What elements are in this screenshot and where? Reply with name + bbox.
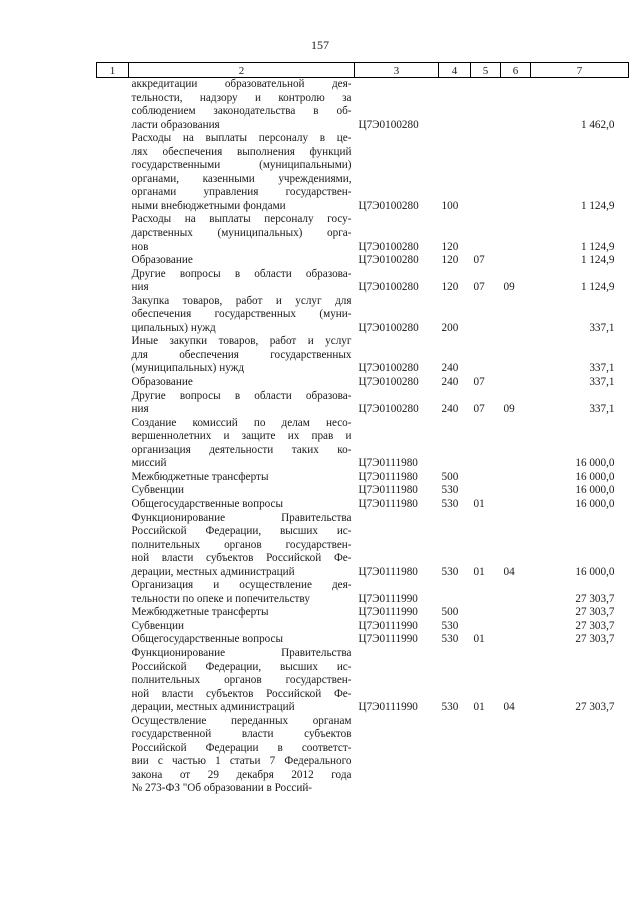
row-name-cell: [129, 78, 355, 133]
target-article-code: Ц7Э0100280: [358, 281, 419, 294]
subsection-code: [501, 254, 531, 268]
expense-type-code: 120: [441, 254, 459, 267]
subsection-code: [501, 213, 531, 254]
section-code: 01: [473, 497, 485, 510]
table-row: [97, 213, 629, 254]
row-name-cell: [129, 620, 355, 634]
table-row: [97, 715, 629, 796]
table-row: [97, 633, 629, 647]
row-index-cell: [97, 417, 129, 471]
row-name-line: Межбюджетные трансферты: [131, 606, 269, 619]
table-header-row: [97, 63, 629, 78]
target-article-code: Ц7Э0111980: [358, 565, 418, 578]
row-name-cell: [129, 417, 355, 471]
subsection-code: [501, 633, 531, 647]
subsection-code: [501, 78, 531, 133]
row-name-line: ной власти субъектов Российской Фе-: [131, 552, 352, 565]
subsection-code: [501, 295, 531, 336]
expense-type-code: 530: [441, 565, 459, 578]
expense-type-code: 120: [441, 240, 459, 253]
target-article-code: Ц7Э0111980: [358, 497, 418, 510]
table-row: [97, 335, 629, 376]
row-name-line: государственными (муниципальными): [131, 159, 352, 172]
row-name-cell: [129, 376, 355, 390]
amount-cell: 337,1: [589, 362, 615, 375]
table-row: [97, 498, 629, 512]
subsection-code: [501, 620, 531, 634]
row-name-line: нов: [131, 240, 149, 253]
table-row: [97, 254, 629, 268]
target-article-code: Ц7Э0111980: [358, 484, 418, 497]
subsection-code: [501, 471, 531, 485]
row-name-line: ния: [131, 281, 149, 294]
amount-cell: 27 303,7: [575, 592, 615, 605]
amount-cell: 27 303,7: [575, 701, 615, 714]
table-row: [97, 295, 629, 336]
row-name-line: ной власти субъектов Российской Фе-: [131, 687, 352, 700]
row-name-line: полнительных органов государствен-: [131, 674, 352, 687]
amount-cell: 16 000,0: [575, 565, 615, 578]
row-name-cell: [129, 335, 355, 376]
amount-cell: [531, 715, 629, 796]
row-name-line: закона от 29 декабря 2012 года: [131, 768, 352, 781]
row-name-line: Субвенции: [131, 484, 184, 497]
row-name-line: Создание комиссий по делам несо-: [131, 416, 352, 429]
table-row: [97, 484, 629, 498]
target-article-code: Ц7Э0100280: [358, 321, 419, 334]
section-code: [471, 213, 501, 254]
amount-cell: 27 303,7: [575, 619, 615, 632]
amount-cell: 337,1: [589, 403, 615, 416]
section-code: 07: [473, 281, 485, 294]
row-name-line: ласти образования: [131, 118, 220, 131]
row-name-line: Общегосударственные вопросы: [131, 497, 284, 510]
row-name-line: Субвенции: [131, 619, 184, 632]
subsection-code: [501, 417, 531, 471]
row-index-cell: [97, 715, 129, 796]
row-name-line: ципальных) нужд: [131, 321, 216, 334]
expense-type-code: 500: [441, 606, 459, 619]
section-code: 07: [473, 403, 485, 416]
amount-cell: 337,1: [589, 321, 615, 334]
row-index-cell: [97, 376, 129, 390]
row-name-line: Образование: [131, 254, 193, 267]
target-article-code: Ц7Э0111990: [358, 592, 418, 605]
row-index-cell: [97, 268, 129, 295]
row-name-cell: [129, 268, 355, 295]
table-row: [97, 376, 629, 390]
row-name-line: обеспечения государственных (муни-: [131, 308, 352, 321]
subsection-code: [501, 132, 531, 213]
row-name-line: Общегосударственные вопросы: [131, 633, 284, 646]
table-row: [97, 512, 629, 580]
expense-type-code: [439, 417, 471, 471]
row-name-line: Закупка товаров, работ и услуг для: [131, 294, 352, 307]
column-header: 7: [531, 63, 629, 78]
section-code: 01: [473, 565, 485, 578]
row-index-cell: [97, 471, 129, 485]
target-article-code: Ц7Э0111980: [358, 470, 418, 483]
target-article-code: Ц7Э0111990: [358, 606, 418, 619]
section-code: [471, 78, 501, 133]
section-code: [471, 335, 501, 376]
subsection-code: [501, 579, 531, 606]
expense-type-code: [439, 579, 471, 606]
row-name-line: дерации, местных администраций: [131, 565, 295, 578]
expense-type-code: 530: [441, 484, 459, 497]
subsection-code: 09: [503, 281, 515, 294]
table-row: [97, 417, 629, 471]
column-header: 1: [97, 63, 129, 78]
row-name-line: органами, казенными учреждениями,: [131, 172, 352, 185]
section-code: [471, 471, 501, 485]
row-name-cell: [129, 390, 355, 417]
row-name-line: организация деятельности таких ко-: [131, 443, 352, 456]
subsection-code: [501, 335, 531, 376]
table-row: [97, 620, 629, 634]
row-name-line: государственной власти субъектов: [131, 728, 352, 741]
row-index-cell: [97, 335, 129, 376]
expense-type-code: 240: [441, 403, 459, 416]
target-article-code: Ц7Э0100280: [358, 254, 419, 267]
expense-type-code: 530: [441, 497, 459, 510]
row-name-line: Иные закупки товаров, работ и услуг: [131, 335, 352, 348]
row-name-line: Российской Федерации, высших ис-: [131, 660, 352, 673]
row-name-line: дерации, местных администраций: [131, 701, 295, 714]
row-name-line: ния: [131, 403, 149, 416]
row-name-cell: [129, 295, 355, 336]
row-index-cell: [97, 78, 129, 133]
section-code: [471, 132, 501, 213]
section-code: [471, 620, 501, 634]
subsection-code: [501, 715, 531, 796]
table-row: [97, 471, 629, 485]
section-code: [471, 715, 501, 796]
target-article-code: Ц7Э0111990: [358, 633, 418, 646]
expense-type-code: 240: [441, 362, 459, 375]
amount-cell: 27 303,7: [575, 606, 615, 619]
target-article-code: Ц7Э0100280: [358, 199, 419, 212]
row-name-line: Другие вопросы в области образова-: [131, 389, 352, 402]
table-row: [97, 390, 629, 417]
row-index-cell: [97, 606, 129, 620]
target-article-code: Ц7Э0111990: [358, 619, 418, 632]
row-name-line: Организация и осуществление дея-: [131, 579, 352, 592]
table-row: [97, 647, 629, 715]
target-article-code: Ц7Э0111980: [358, 457, 418, 470]
row-index-cell: [97, 295, 129, 336]
subsection-code: 04: [503, 701, 515, 714]
section-code: [471, 295, 501, 336]
budget-table: [96, 62, 629, 796]
amount-cell: 16 000,0: [575, 470, 615, 483]
table-row: [97, 78, 629, 133]
amount-cell: 337,1: [589, 376, 615, 389]
row-name-line: ными внебюджетными фондами: [131, 199, 286, 212]
table-row: [97, 606, 629, 620]
section-code: 07: [473, 254, 485, 267]
section-code: [471, 484, 501, 498]
row-name-line: лях обеспечения выполнения функций: [131, 145, 352, 158]
row-index-cell: [97, 254, 129, 268]
column-header: 6: [501, 63, 531, 78]
subsection-code: 04: [503, 565, 515, 578]
row-name-cell: [129, 512, 355, 580]
target-article-code: Ц7Э0100280: [358, 240, 419, 253]
section-code: [471, 417, 501, 471]
target-article-code: [355, 715, 439, 796]
amount-cell: 27 303,7: [575, 633, 615, 646]
table-row: [97, 579, 629, 606]
row-name-line: Межбюджетные трансферты: [131, 470, 269, 483]
row-index-cell: [97, 132, 129, 213]
row-index-cell: [97, 579, 129, 606]
table-row: [97, 132, 629, 213]
expense-type-code: 530: [441, 701, 459, 714]
section-code: [471, 579, 501, 606]
row-name-cell: [129, 579, 355, 606]
amount-cell: 1 462,0: [580, 118, 615, 131]
subsection-code: [501, 498, 531, 512]
amount-cell: 1 124,9: [580, 254, 615, 267]
row-name-cell: [129, 647, 355, 715]
row-name-cell: [129, 471, 355, 485]
column-header: 3: [355, 63, 439, 78]
row-name-line: Образование: [131, 376, 193, 389]
row-name-line: Другие вопросы в области образова-: [131, 267, 352, 280]
subsection-code: [501, 484, 531, 498]
target-article-code: Ц7Э0111990: [358, 701, 418, 714]
amount-cell: 16 000,0: [575, 457, 615, 470]
row-index-cell: [97, 390, 129, 417]
subsection-code: 09: [503, 403, 515, 416]
row-name-cell: [129, 606, 355, 620]
row-name-cell: [129, 484, 355, 498]
row-name-line: органами управления государствен-: [131, 186, 352, 199]
row-name-line: для обеспечения государственных: [131, 348, 352, 361]
expense-type-code: [439, 715, 471, 796]
target-article-code: Ц7Э0100280: [358, 362, 419, 375]
row-name-line: Функционирование Правительства: [131, 646, 352, 659]
expense-type-code: 200: [441, 321, 459, 334]
row-name-line: вии с частью 1 статьи 7 Федерального: [131, 755, 352, 768]
row-name-line: соблюдением законодательства в об-: [131, 105, 352, 118]
amount-cell: 1 124,9: [580, 199, 615, 212]
row-name-line: тельности, надзору и контролю за: [131, 91, 352, 104]
expense-type-code: [439, 78, 471, 133]
target-article-code: Ц7Э0100280: [358, 118, 419, 131]
row-name-line: Российской Федерации, высших ис-: [131, 525, 352, 538]
amount-cell: 16 000,0: [575, 484, 615, 497]
row-name-line: миссий: [131, 457, 167, 470]
row-name-line: Осуществление переданных органам: [131, 714, 352, 727]
row-name-line: тельности по опеке и попечительству: [131, 592, 310, 605]
amount-cell: 16 000,0: [575, 497, 615, 510]
table-body: [97, 78, 629, 796]
table-row: [97, 268, 629, 295]
row-name-cell: [129, 213, 355, 254]
row-name-cell: [129, 132, 355, 213]
row-name-cell: [129, 633, 355, 647]
column-header: 2: [129, 63, 355, 78]
column-header: 5: [471, 63, 501, 78]
row-name-line: дарственных (муниципальных) орга-: [131, 227, 352, 240]
target-article-code: Ц7Э0100280: [358, 376, 419, 389]
subsection-code: [501, 606, 531, 620]
target-article-code: Ц7Э0100280: [358, 403, 419, 416]
section-code: 01: [473, 633, 485, 646]
section-code: 01: [473, 701, 485, 714]
row-index-cell: [97, 484, 129, 498]
expense-type-code: 530: [441, 633, 459, 646]
section-code: 07: [473, 376, 485, 389]
row-name-line: полнительных органов государствен-: [131, 538, 352, 551]
row-name-cell: [129, 498, 355, 512]
subsection-code: [501, 376, 531, 390]
row-name-line: вершеннолетних и защите их прав и: [131, 430, 352, 443]
amount-cell: 1 124,9: [580, 240, 615, 253]
expense-type-code: 240: [441, 376, 459, 389]
row-index-cell: [97, 620, 129, 634]
expense-type-code: 120: [441, 281, 459, 294]
row-name-line: Функционирование Правительства: [131, 511, 352, 524]
expense-type-code: 530: [441, 619, 459, 632]
row-name-line: Расходы на выплаты персоналу в це-: [131, 132, 352, 145]
row-index-cell: [97, 647, 129, 715]
row-index-cell: [97, 213, 129, 254]
row-index-cell: [97, 498, 129, 512]
row-name-line: аккредитации образовательной дея-: [131, 78, 352, 90]
row-name-line: Расходы на выплаты персоналу госу-: [131, 213, 352, 226]
row-name-cell: [129, 715, 355, 796]
expense-type-code: 500: [441, 470, 459, 483]
row-name-cell: [129, 254, 355, 268]
row-index-cell: [97, 512, 129, 580]
column-header: 4: [439, 63, 471, 78]
row-index-cell: [97, 633, 129, 647]
expense-type-code: 100: [441, 199, 459, 212]
section-code: [471, 606, 501, 620]
row-name-line: Российской Федерации в соответст-: [131, 741, 352, 754]
row-name-line: № 273-ФЗ "Об образовании в Россий-: [131, 782, 313, 795]
amount-cell: 1 124,9: [580, 281, 615, 294]
row-name-line: (муниципальных) нужд: [131, 362, 245, 375]
page-number: 157: [311, 38, 329, 52]
